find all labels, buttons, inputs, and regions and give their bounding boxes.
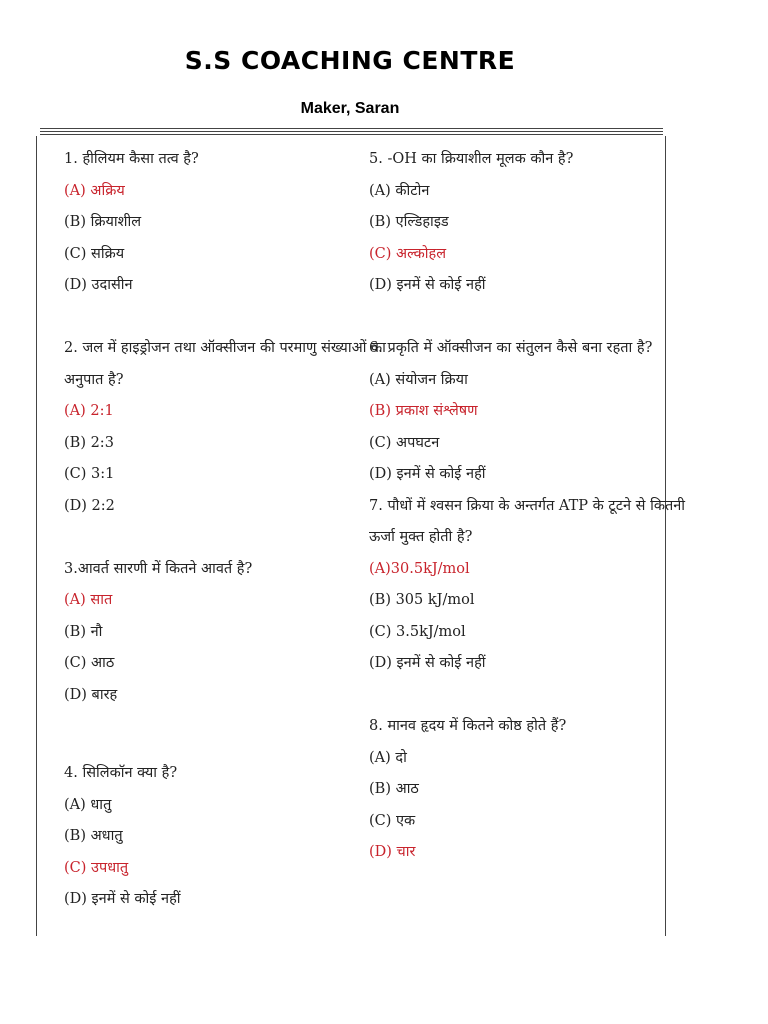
question-text: 5. -OH का क्रियाशील मूलक कौन है?: [369, 151, 574, 167]
question-block: [369, 491, 686, 680]
correct-option: (C) अल्कोहल: [369, 245, 447, 262]
option: (A) धातु: [64, 796, 112, 813]
option: (A) दो: [369, 749, 407, 766]
option: (D) इनमें से कोई नहीं: [64, 891, 181, 908]
question-text: ऊर्जा मुक्त होती है?: [369, 529, 473, 545]
option: (B) 2:3: [64, 434, 114, 451]
option: (D) इनमें से कोई नहीं: [369, 655, 486, 671]
correct-option: (A) 2:1: [64, 403, 114, 419]
question-text: 2. जल में हाइड्रोजन तथा ऑक्सीजन की परमाणु संख्याओं का: [64, 340, 386, 356]
option: (D) उदासीन: [64, 277, 133, 293]
page-title: S.S COACHING CENTRE: [184, 46, 516, 75]
header-divider-bottom: [40, 134, 663, 135]
correct-option: (A) अक्रिय: [64, 182, 125, 199]
question-text: 6. प्रकृति में ऑक्सीजन का संतुलन कैसे बना रहता है?: [369, 340, 653, 356]
question-block: [369, 144, 669, 302]
option: (B) अधातु: [64, 828, 123, 845]
correct-option: (C) उपधातु: [64, 859, 129, 876]
question-text: 4. सिलिकॉन क्या है?: [64, 765, 178, 782]
question-block: [369, 711, 669, 869]
question-text: 1. हीलियम कैसा तत्व है?: [64, 151, 199, 167]
option: (C) आठ: [64, 655, 115, 671]
option: (D) 2:2: [64, 497, 115, 514]
option: (B) आठ: [369, 781, 419, 797]
option: (B) नौ: [64, 623, 103, 640]
question-text: 7. पौधों में श्वसन क्रिया के अन्तर्गत ATP के टूटने से कितनी: [369, 497, 686, 514]
correct-option: (B) प्रकाश संश्लेषण: [369, 403, 478, 419]
option: (A) कीटोन: [369, 182, 430, 199]
question-text: 3.आवर्त सारणी में कितने आवर्त है?: [64, 560, 253, 577]
question-text: अनुपात है?: [64, 371, 124, 388]
option: (B) क्रियाशील: [64, 214, 142, 230]
question-block: [64, 554, 364, 712]
question-block: [64, 758, 364, 916]
option: (D) बारह: [64, 686, 118, 703]
correct-option: (A) सात: [64, 592, 113, 608]
option: (C) अपघटन: [369, 434, 440, 451]
option: (B) 305 kJ/mol: [369, 592, 475, 608]
option: (C) 3:1: [64, 466, 115, 482]
option: (C) सक्रिय: [64, 245, 125, 262]
option: (D) इनमें से कोई नहीं: [369, 466, 486, 482]
option: (B) एल्डिहाइड: [369, 214, 449, 230]
header-divider-top: [40, 128, 663, 129]
option: (A) संयोजन क्रिया: [369, 371, 468, 388]
left-question-column: [64, 144, 386, 916]
right-question-column: [369, 144, 686, 869]
question-text: 8. मानव हृदय में कितने कोष्ठ होते हैं?: [369, 718, 567, 734]
option: (C) एक: [369, 812, 416, 829]
option: (D) इनमें से कोई नहीं: [369, 277, 486, 293]
left-border: [36, 136, 37, 936]
page-subtitle: Maker, Saran: [300, 100, 400, 117]
correct-option: (D) चार: [369, 844, 416, 860]
question-block: [369, 333, 669, 491]
header-divider-middle: [40, 131, 663, 132]
question-block: [64, 333, 386, 522]
question-block: [64, 144, 364, 302]
option: (C) 3.5kJ/mol: [369, 623, 466, 640]
correct-option: (A)30.5kJ/mol: [369, 560, 470, 577]
